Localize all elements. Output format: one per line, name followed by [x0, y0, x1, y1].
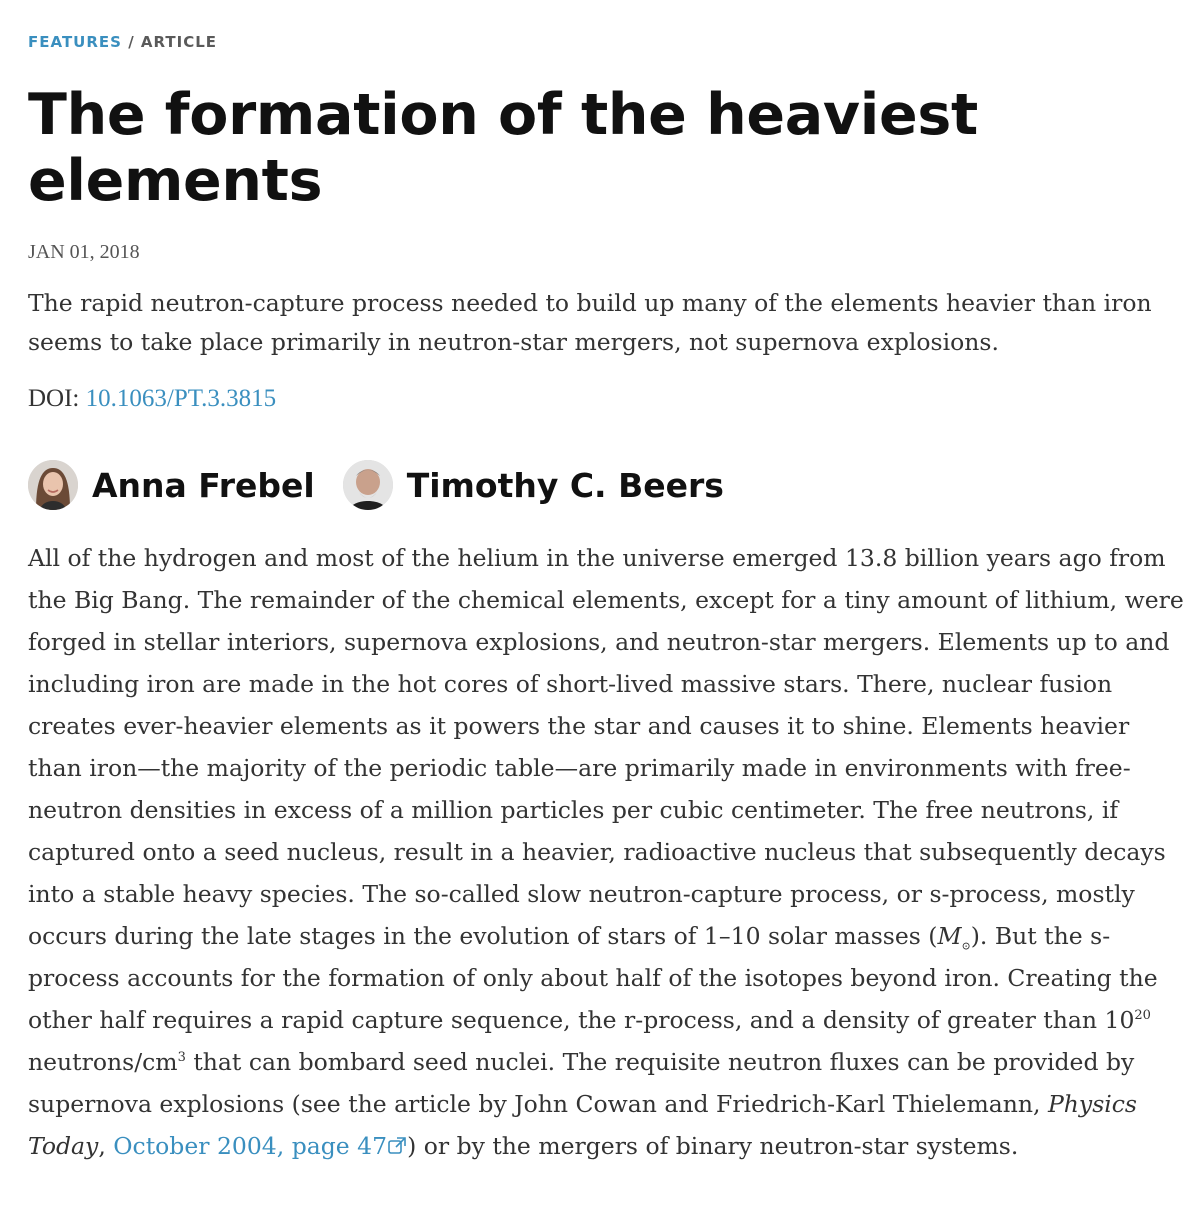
author-list — [28, 460, 752, 510]
body-text: ). But the s-process accounts for the formation of only about half of the isotopes beyond iron. Creating the other half requires a rapid capture sequence, the r-process, and a density of greater than 10 — [28, 922, 1158, 1034]
body-text: neutrons/cm — [28, 1048, 178, 1076]
solar-subscript: ⊙ — [961, 939, 971, 953]
article-standfirst: The rapid neutron-capture process needed to build up many of the elements heavier than iron seems to take place primarily in neutron-star mergers, not supernova explosions. — [28, 289, 1152, 356]
reference-link-text[interactable]: October 2004, page 47 — [113, 1132, 388, 1160]
body-text: that can bombard seed nuclei. The requisite neutron fluxes can be provided by supernova explosions (see the article by John Cowan and Friedrich-Karl Thielemann, — [28, 1048, 1135, 1118]
external-link-icon[interactable] — [387, 1127, 407, 1169]
breadcrumb-current: ARTICLE — [140, 33, 218, 51]
author-anna-frebel[interactable] — [28, 460, 315, 510]
reference-link[interactable] — [113, 1132, 407, 1160]
doi-link[interactable]: 10.1063/PT.3.3815 — [85, 385, 277, 412]
body-text: , — [98, 1132, 114, 1160]
author-timothy-beers[interactable] — [343, 460, 724, 510]
author-avatar[interactable] — [343, 460, 393, 510]
breadcrumb-features-link[interactable]: FEATURES — [28, 33, 122, 51]
author-name[interactable]: Timothy C. Beers — [406, 465, 724, 505]
article-body-paragraph — [28, 537, 1188, 1169]
exponent: 20 — [1134, 1008, 1151, 1024]
doi-line — [28, 385, 276, 413]
publication-date: JAN 01, 2018 — [28, 241, 140, 263]
exponent: 3 — [177, 1050, 186, 1066]
body-text: All of the hydrogen and most of the helium in the universe emerged 13.8 billion years ago from the Big Bang. The remainder of the chemical elements, except for a tiny amount of lithium, were forged in stellar interiors, supernova explosions, and neutron-star mergers. Elements up to and including iron are made in the hot cores of short-lived massive stars. There, nuclear fusion creates ever-heavier elements as it powers the star and causes it to shine. Elements heavier than iron—the majority of the periodic table—are primarily made in environments with free-neutron densities in excess of a million particles per cubic centimeter. The free neutrons, if captured onto a seed nucleus, result in a heavier, radioactive nucleus that subsequently decays into a stable heavy species. The so-called slow neutron-capture process, or s-process, mostly occurs during the late stages in the evolution of stars of 1–10 solar masses ( — [28, 544, 1184, 950]
article-title: The formation of the heaviest elements — [28, 82, 978, 214]
doi-label: DOI: — [28, 385, 80, 412]
body-text: ) or by the mergers of binary neutron-star systems. — [407, 1132, 1019, 1160]
breadcrumb — [28, 33, 217, 51]
author-name[interactable]: Anna Frebel — [92, 465, 315, 505]
solar-mass-symbol: M — [937, 922, 962, 950]
breadcrumb-separator: / — [128, 33, 135, 51]
journal-name: Physics Today — [28, 1090, 1137, 1160]
author-avatar[interactable] — [28, 460, 78, 510]
